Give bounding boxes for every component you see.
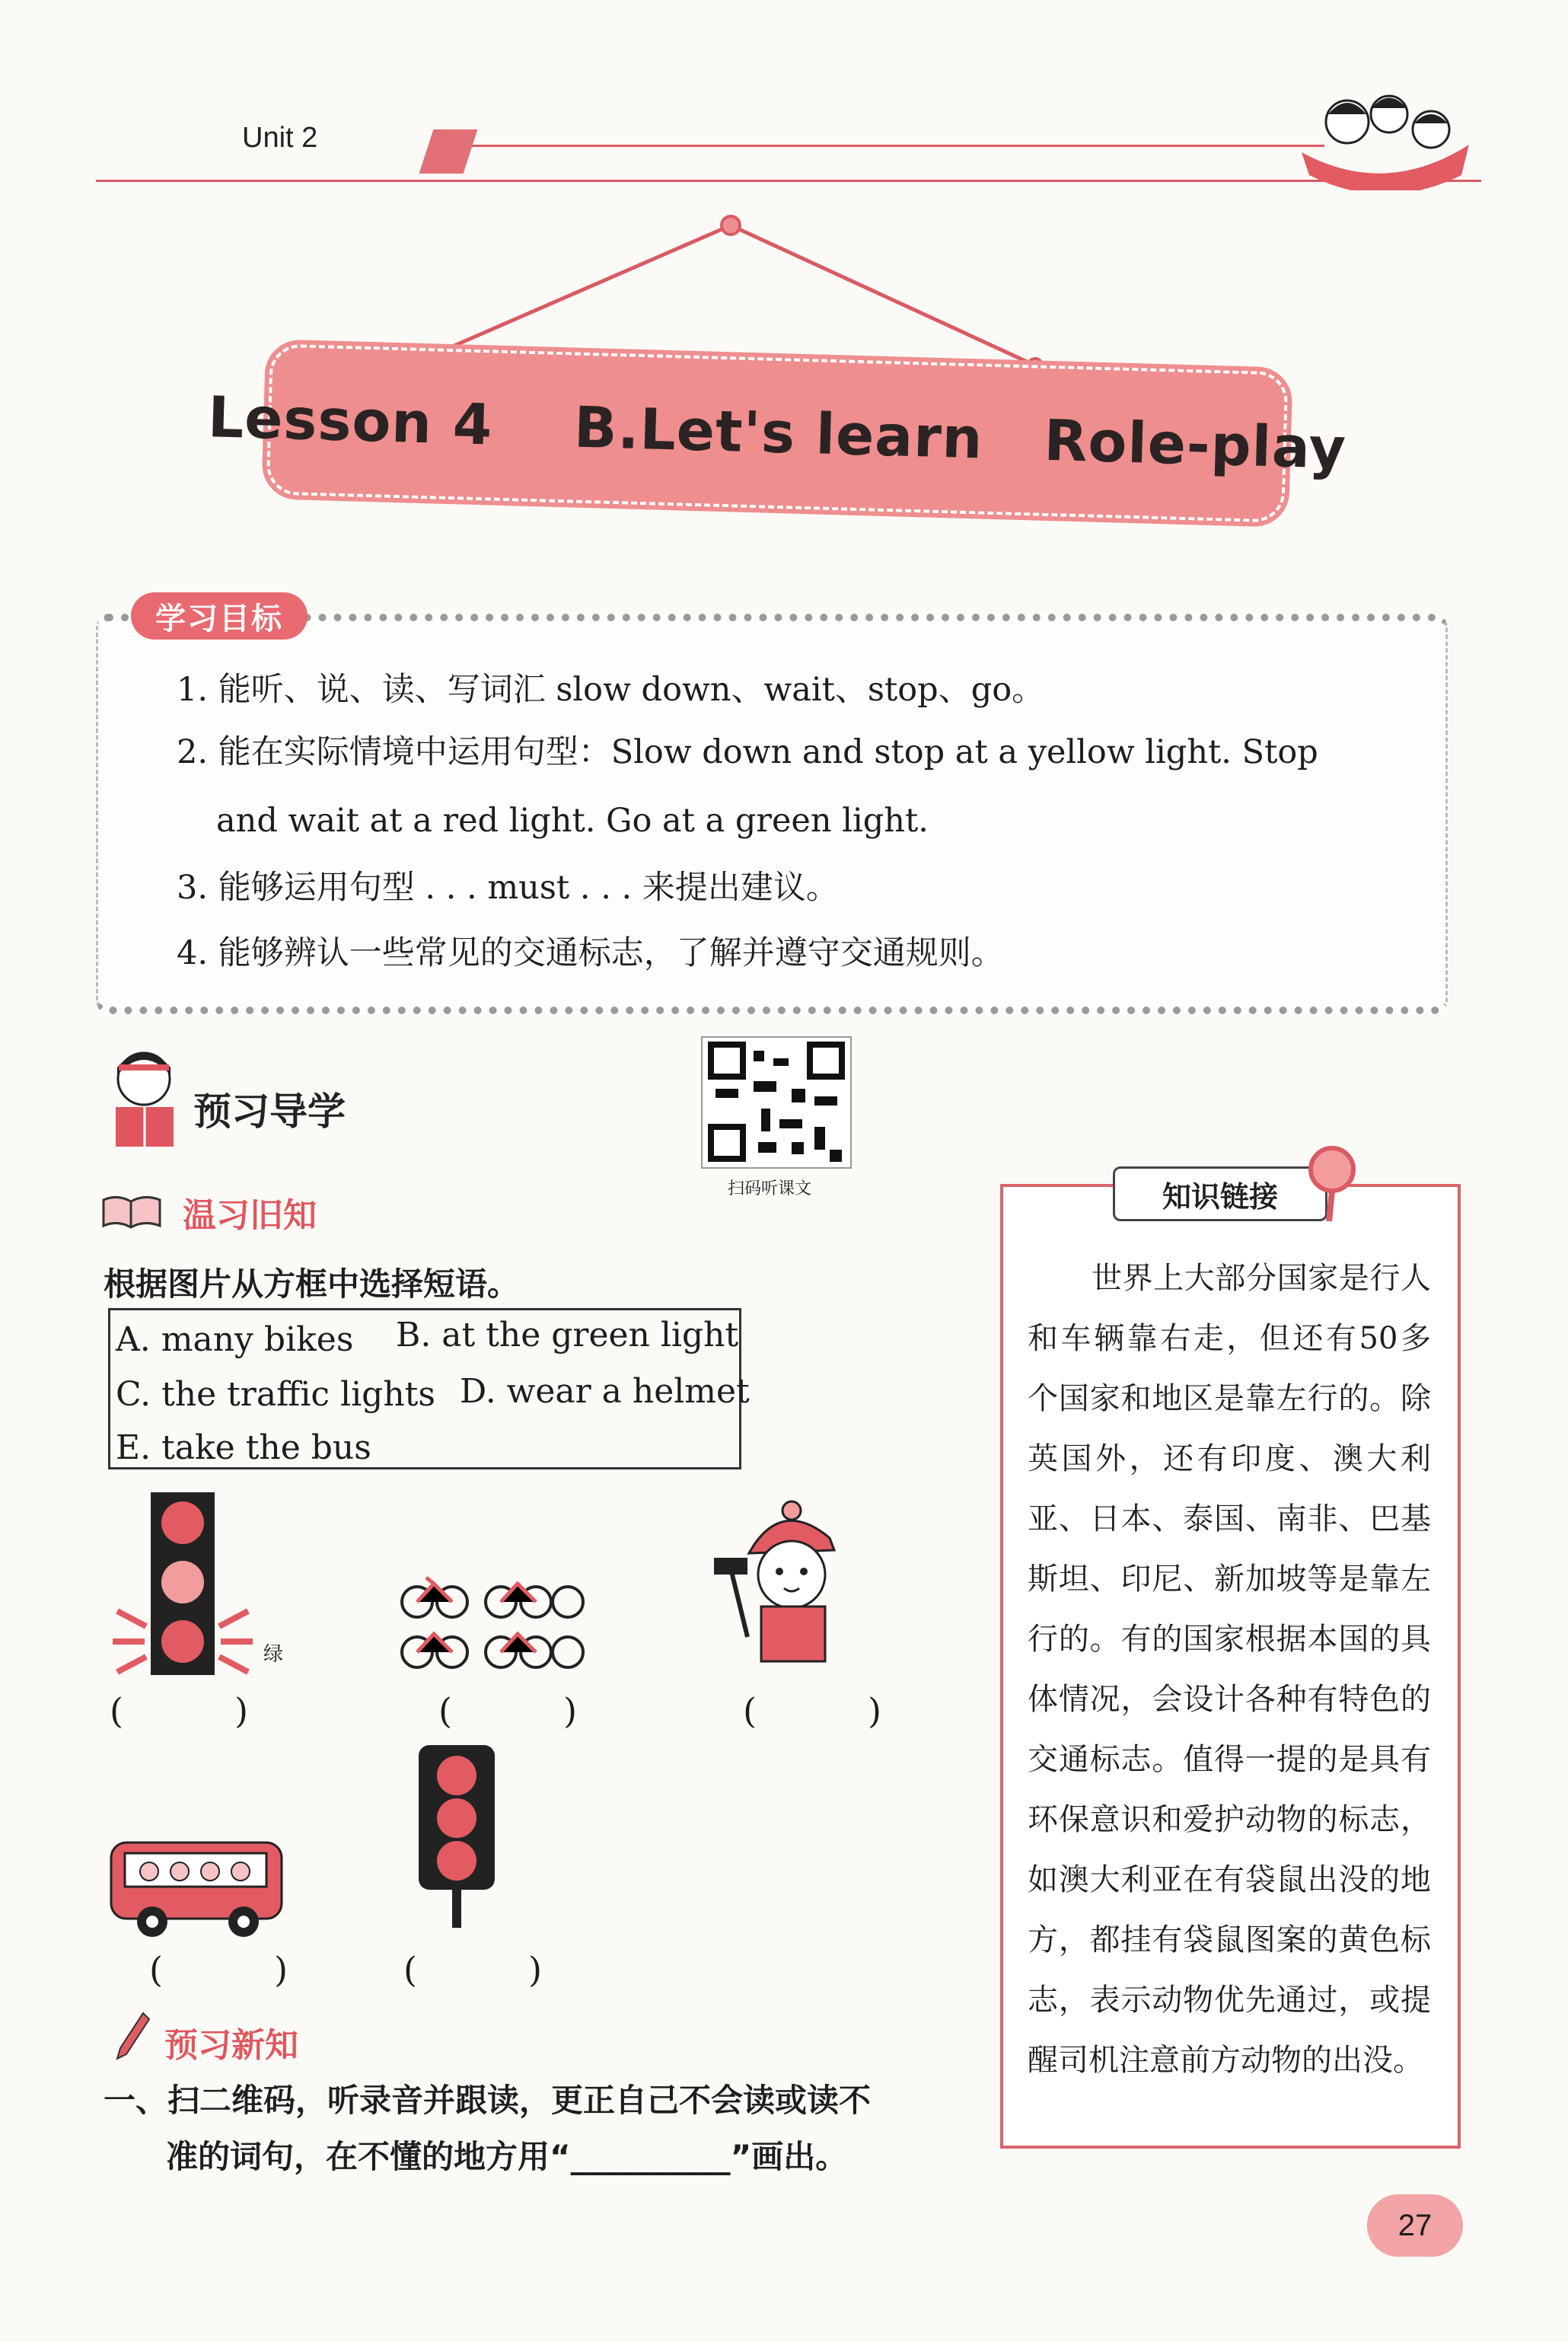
traffic-light-green-icon bbox=[107, 1489, 259, 1687]
question-1-line-1: 一、扫二维码，听录音并跟读，更正自己不会读或读不 bbox=[104, 2082, 872, 2119]
unit-label: Unit 2 bbox=[242, 122, 318, 154]
objective-item-1: 1. 能听、说、读、写词汇 slow down、wait、stop、go。 bbox=[177, 671, 1045, 709]
qr-code-icon[interactable] bbox=[700, 1035, 853, 1169]
kids-illustration-icon bbox=[1294, 69, 1477, 190]
header-rule-top bbox=[457, 145, 1324, 147]
answer-blank-1[interactable]: ( ) bbox=[110, 1690, 249, 1731]
review-instruction: 根据图片从方框中选择短语。 bbox=[104, 1265, 520, 1303]
knowledge-link-text: 世界上大部分国家是行人和车辆靠右走，但还有50多个国家和地区是靠左行的。除英国外，还有印度、澳大利亚、日本、泰国、南非、巴基斯坦、印尼、新加坡等是靠左行的。有的国家根据本国的具体情况，会设计各种有特色的交通标志。值得一提的是具有环保意识和爱护动物的标志，如澳大利亚在有袋鼠出没的地方，都挂有袋鼠图案的黄色标志，表示动物优先通过，或提醒司机注意前方动物的出没。 bbox=[1028, 1261, 1431, 2078]
header-rule bbox=[96, 180, 1481, 182]
traffic-lights-icon bbox=[411, 1741, 502, 1931]
magnifier-icon bbox=[1299, 1142, 1367, 1226]
option-a: A. many bikes bbox=[116, 1320, 354, 1359]
option-c: C. the traffic lights bbox=[116, 1375, 435, 1414]
option-b: B. at the green light bbox=[396, 1316, 739, 1354]
qr-caption: 扫码听课文 bbox=[728, 1179, 812, 1198]
objectives-tab: 学习目标 bbox=[131, 592, 308, 640]
book-icon bbox=[100, 1192, 163, 1230]
question-1-line-2: 准的词句，在不懂的地方用“__________”画出。 bbox=[166, 2138, 848, 2175]
preview-title: 预习导学 bbox=[193, 1090, 346, 1134]
option-e: E. take the bus bbox=[116, 1428, 371, 1467]
new-knowledge-heading: 预习新知 bbox=[164, 2026, 298, 2065]
answer-blank-5[interactable]: ( ) bbox=[403, 1949, 543, 1990]
knowledge-link-tab: 知识链接 bbox=[1113, 1166, 1327, 1221]
green-label: 绿 bbox=[263, 1643, 284, 1666]
objective-item-4: 4. 能够辨认一些常见的交通标志，了解并遵守交通规则。 bbox=[177, 934, 1004, 972]
review-heading: 温习旧知 bbox=[183, 1196, 317, 1235]
unit-tab-mark bbox=[419, 129, 478, 174]
answer-blank-4[interactable]: ( ) bbox=[149, 1949, 288, 1990]
page-number: 27 bbox=[1367, 2194, 1463, 2257]
objective-item-2: 2. 能在实际情境中运用句型：Slow down and stop at a yellow light. Stop bbox=[177, 733, 1318, 771]
bikes-icon bbox=[396, 1568, 594, 1675]
bus-icon bbox=[107, 1827, 289, 1942]
lesson-title-banner bbox=[206, 343, 1348, 522]
option-d: D. wear a helmet bbox=[460, 1372, 750, 1411]
answer-blank-3[interactable]: ( ) bbox=[743, 1690, 882, 1731]
answer-blank-2[interactable]: ( ) bbox=[438, 1690, 578, 1731]
lesson-title: Lesson 4 B.Let's learn Role-play bbox=[206, 384, 1348, 482]
objective-item-3: 3. 能够运用句型 . . . must . . . 来提出建议。 bbox=[177, 869, 839, 907]
objective-item-2-cont: and wait at a red light. Go at a green light. bbox=[216, 802, 929, 840]
reading-girl-icon bbox=[102, 1045, 186, 1151]
helmet-boy-icon bbox=[700, 1485, 875, 1667]
pencil-icon bbox=[114, 2010, 152, 2063]
